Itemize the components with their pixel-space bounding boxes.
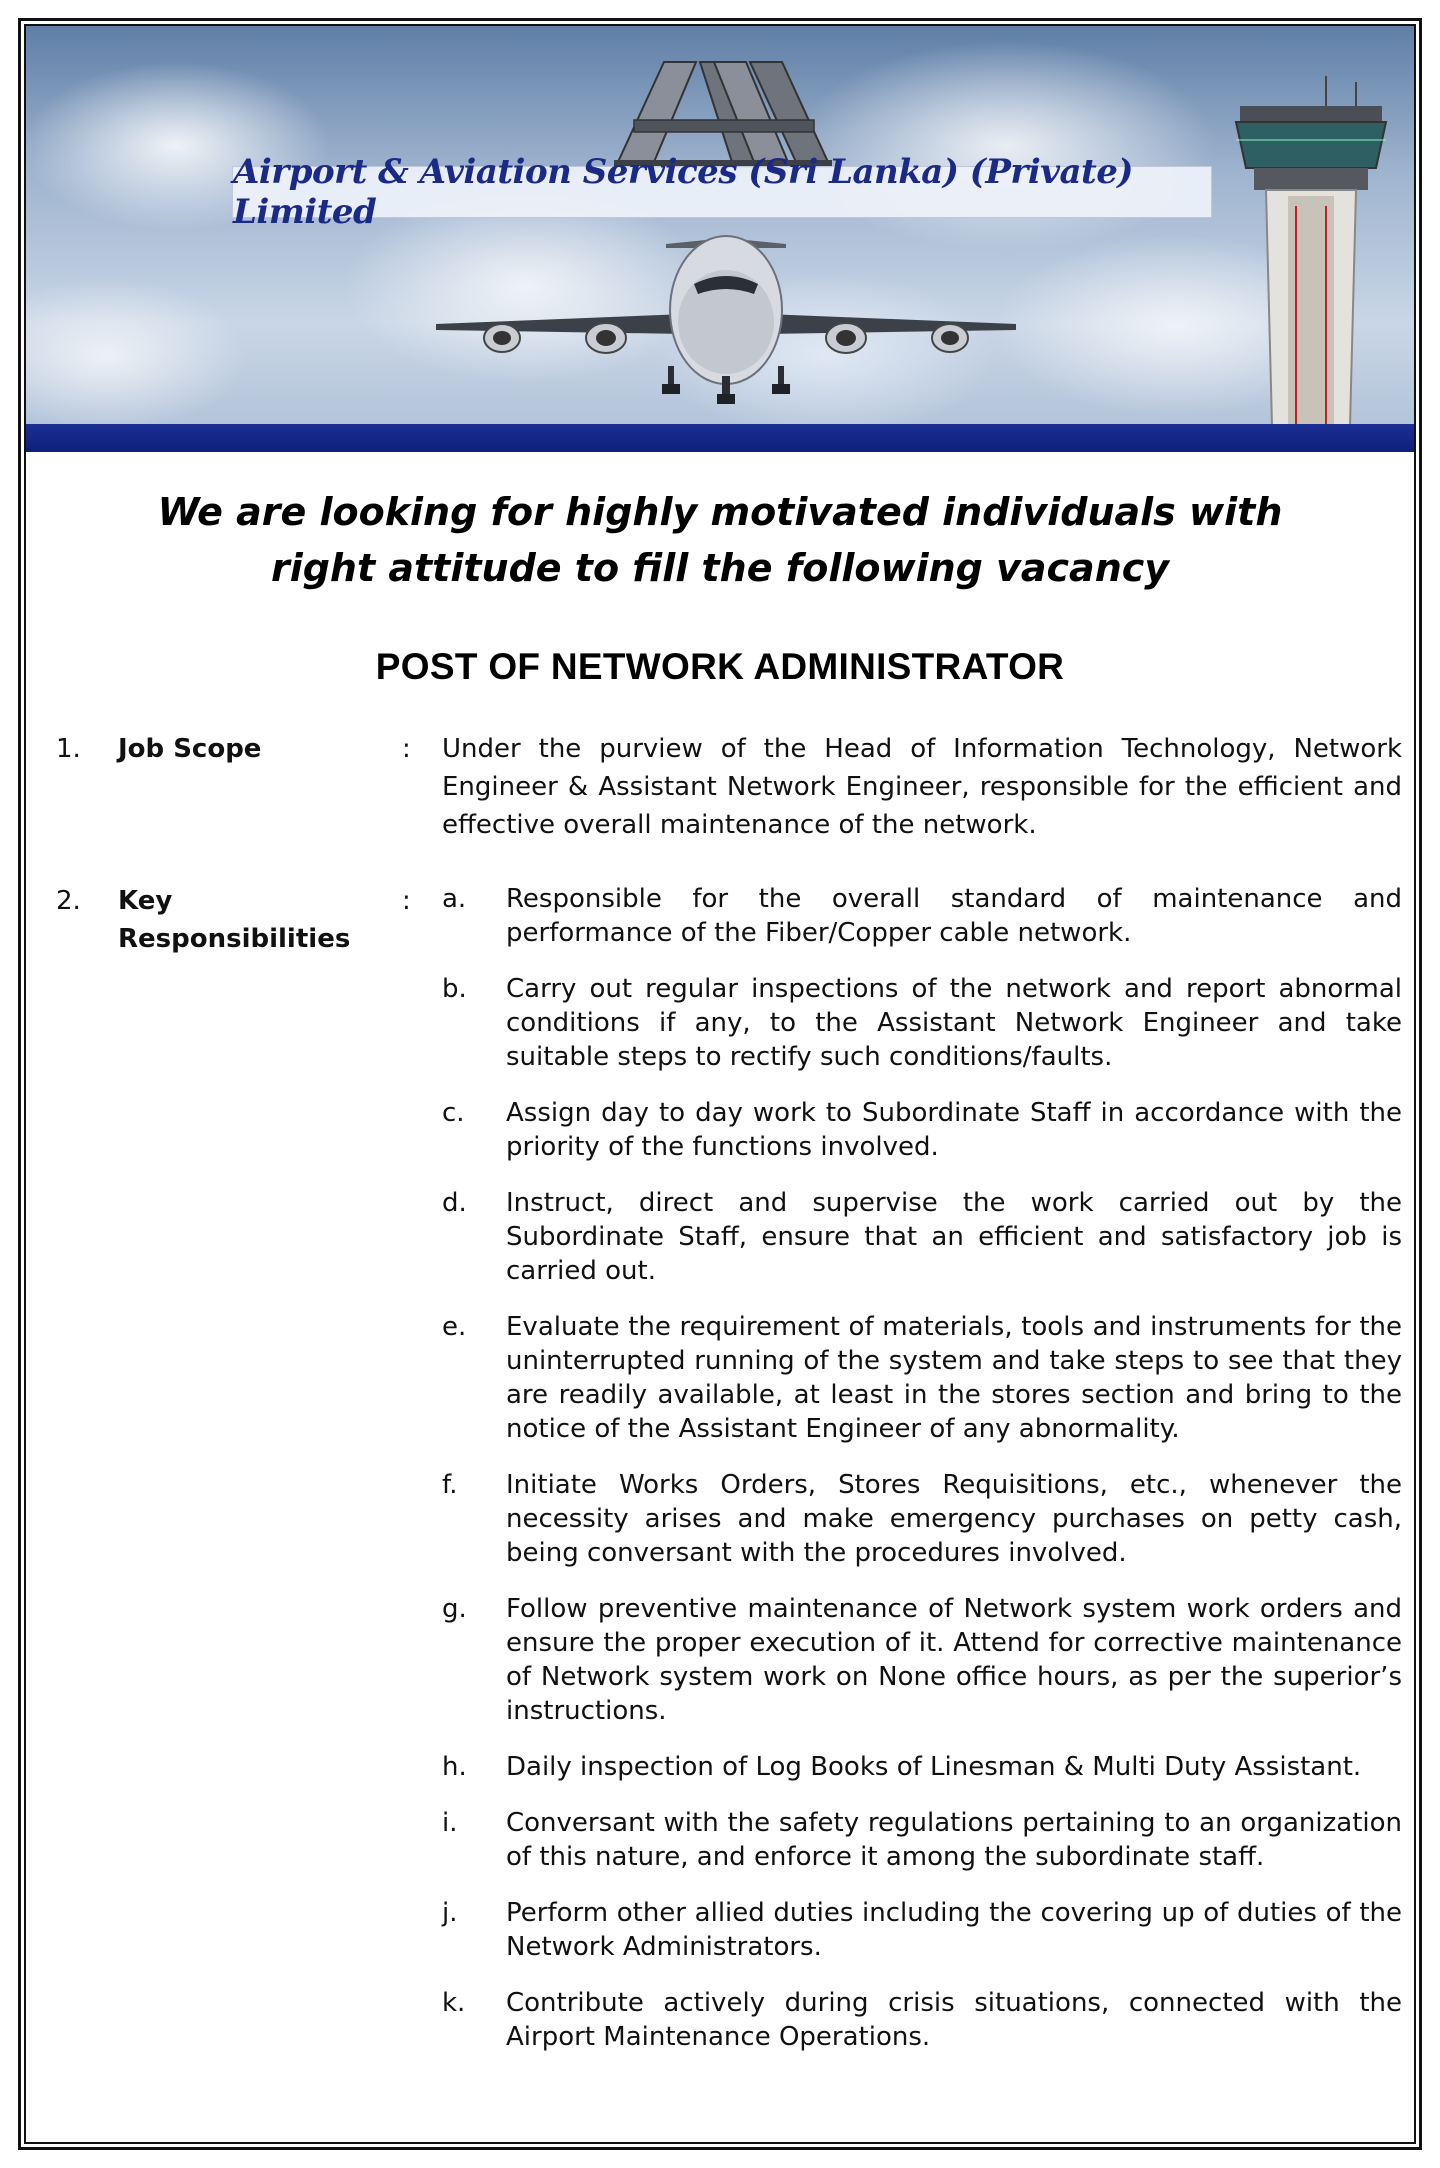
company-name-plate [232, 152, 1212, 232]
tagline-line-2: right attitude to fill the following vacancy [270, 546, 1170, 590]
responsibility-letter: e. [442, 1312, 467, 1342]
section-colon: : [402, 734, 411, 764]
responsibility-item [442, 972, 1402, 1074]
responsibility-text: Assign day to day work to Subordinate Staff in accordance with the priority of the functions involved. [506, 1098, 1402, 1162]
responsibility-text: Perform other allied duties including the covering up of duties of the Network Administrators. [506, 1898, 1402, 1962]
post-title: POST OF NETWORK ADMINISTRATOR [375, 646, 1065, 687]
responsibility-letter: d. [442, 1188, 467, 1218]
responsibility-letter: j. [442, 1898, 458, 1928]
responsibility-text: Contribute actively during crisis situations, connected with the Airport Maintenance Operations. [506, 1988, 1402, 2052]
section-label-line-2: Responsibilities [118, 924, 351, 954]
job-scope-text: Under the purview of the Head of Information Technology, Network Engineer & Assistant Network Engineer, responsible for the efficient and effective overall maintenance of the network. [442, 734, 1402, 840]
responsibility-text: Daily inspection of Log Books of Linesman & Multi Duty Assistant. [506, 1752, 1362, 1782]
responsibility-item [442, 1806, 1402, 1874]
responsibility-item [442, 882, 1402, 950]
responsibility-text: Evaluate the requirement of materials, tools and instruments for the uninterrupted running of the system and take steps to see that they are readily available, at least in the stores section and bring to the notice of the Assistant Engineer of any abnormality. [506, 1312, 1402, 1444]
responsibility-text: Follow preventive maintenance of Network system work orders and ensure the proper execution of it. Attend for corrective maintenance of Network system work on None office hours, as per the superior’s instructions. [506, 1594, 1402, 1726]
section-label [118, 882, 350, 958]
responsibility-item [442, 1186, 1402, 1288]
responsibility-letter: i. [442, 1808, 458, 1838]
responsibility-item [442, 1986, 1402, 2054]
responsibilities-list [442, 882, 1402, 2076]
responsibility-letter: g. [442, 1594, 467, 1624]
tagline-line-1: We are looking for highly motivated individuals with [157, 490, 1283, 534]
recruitment-tagline [26, 484, 1414, 596]
section-number: 1. [56, 734, 81, 764]
responsibility-text: Conversant with the safety regulations pertaining to an organization of this nature, and enforce it among the subordinate staff. [506, 1808, 1402, 1872]
responsibility-letter: h. [442, 1752, 467, 1782]
responsibility-letter: f. [442, 1470, 458, 1500]
responsibility-letter: c. [442, 1098, 465, 1128]
control-tower-icon [1226, 76, 1396, 426]
section-colon: : [402, 886, 411, 916]
section-label-line-1: Key [118, 886, 173, 916]
banner-navy-bar [26, 424, 1414, 452]
responsibility-text: Initiate Works Orders, Stores Requisitions, etc., whenever the necessity arises and make emergency purchases on petty cash, being conversant with the procedures involved. [506, 1470, 1402, 1568]
responsibility-text: Instruct, direct and supervise the work carried out by the Subordinate Staff, ensure that an efficient and satisfactory job is carried out. [506, 1188, 1402, 1286]
responsibility-text: Responsible for the overall standard of maintenance and performance of the Fiber/Copper cable network. [506, 884, 1402, 948]
header-banner [26, 26, 1414, 450]
company-name: Airport & Aviation Services (Sri Lanka) (Private) Limited [233, 152, 1133, 232]
responsibility-item [442, 1592, 1402, 1728]
responsibility-item [442, 1750, 1402, 1784]
responsibility-item [442, 1310, 1402, 1446]
responsibility-letter: k. [442, 1988, 466, 2018]
responsibility-letter: a. [442, 884, 467, 914]
responsibility-item [442, 1096, 1402, 1164]
section-label: Job Scope [118, 734, 262, 764]
section-number: 2. [56, 886, 81, 916]
advertisement-page [24, 24, 1416, 2144]
responsibility-text: Carry out regular inspections of the network and report abnormal conditions if any, to the Assistant Network Engineer and take suitable steps to rectify such conditions/faults. [506, 974, 1402, 1072]
responsibility-item [442, 1896, 1402, 1964]
responsibility-letter: b. [442, 974, 467, 1004]
airplane-icon [436, 226, 1016, 416]
responsibility-item [442, 1468, 1402, 1570]
